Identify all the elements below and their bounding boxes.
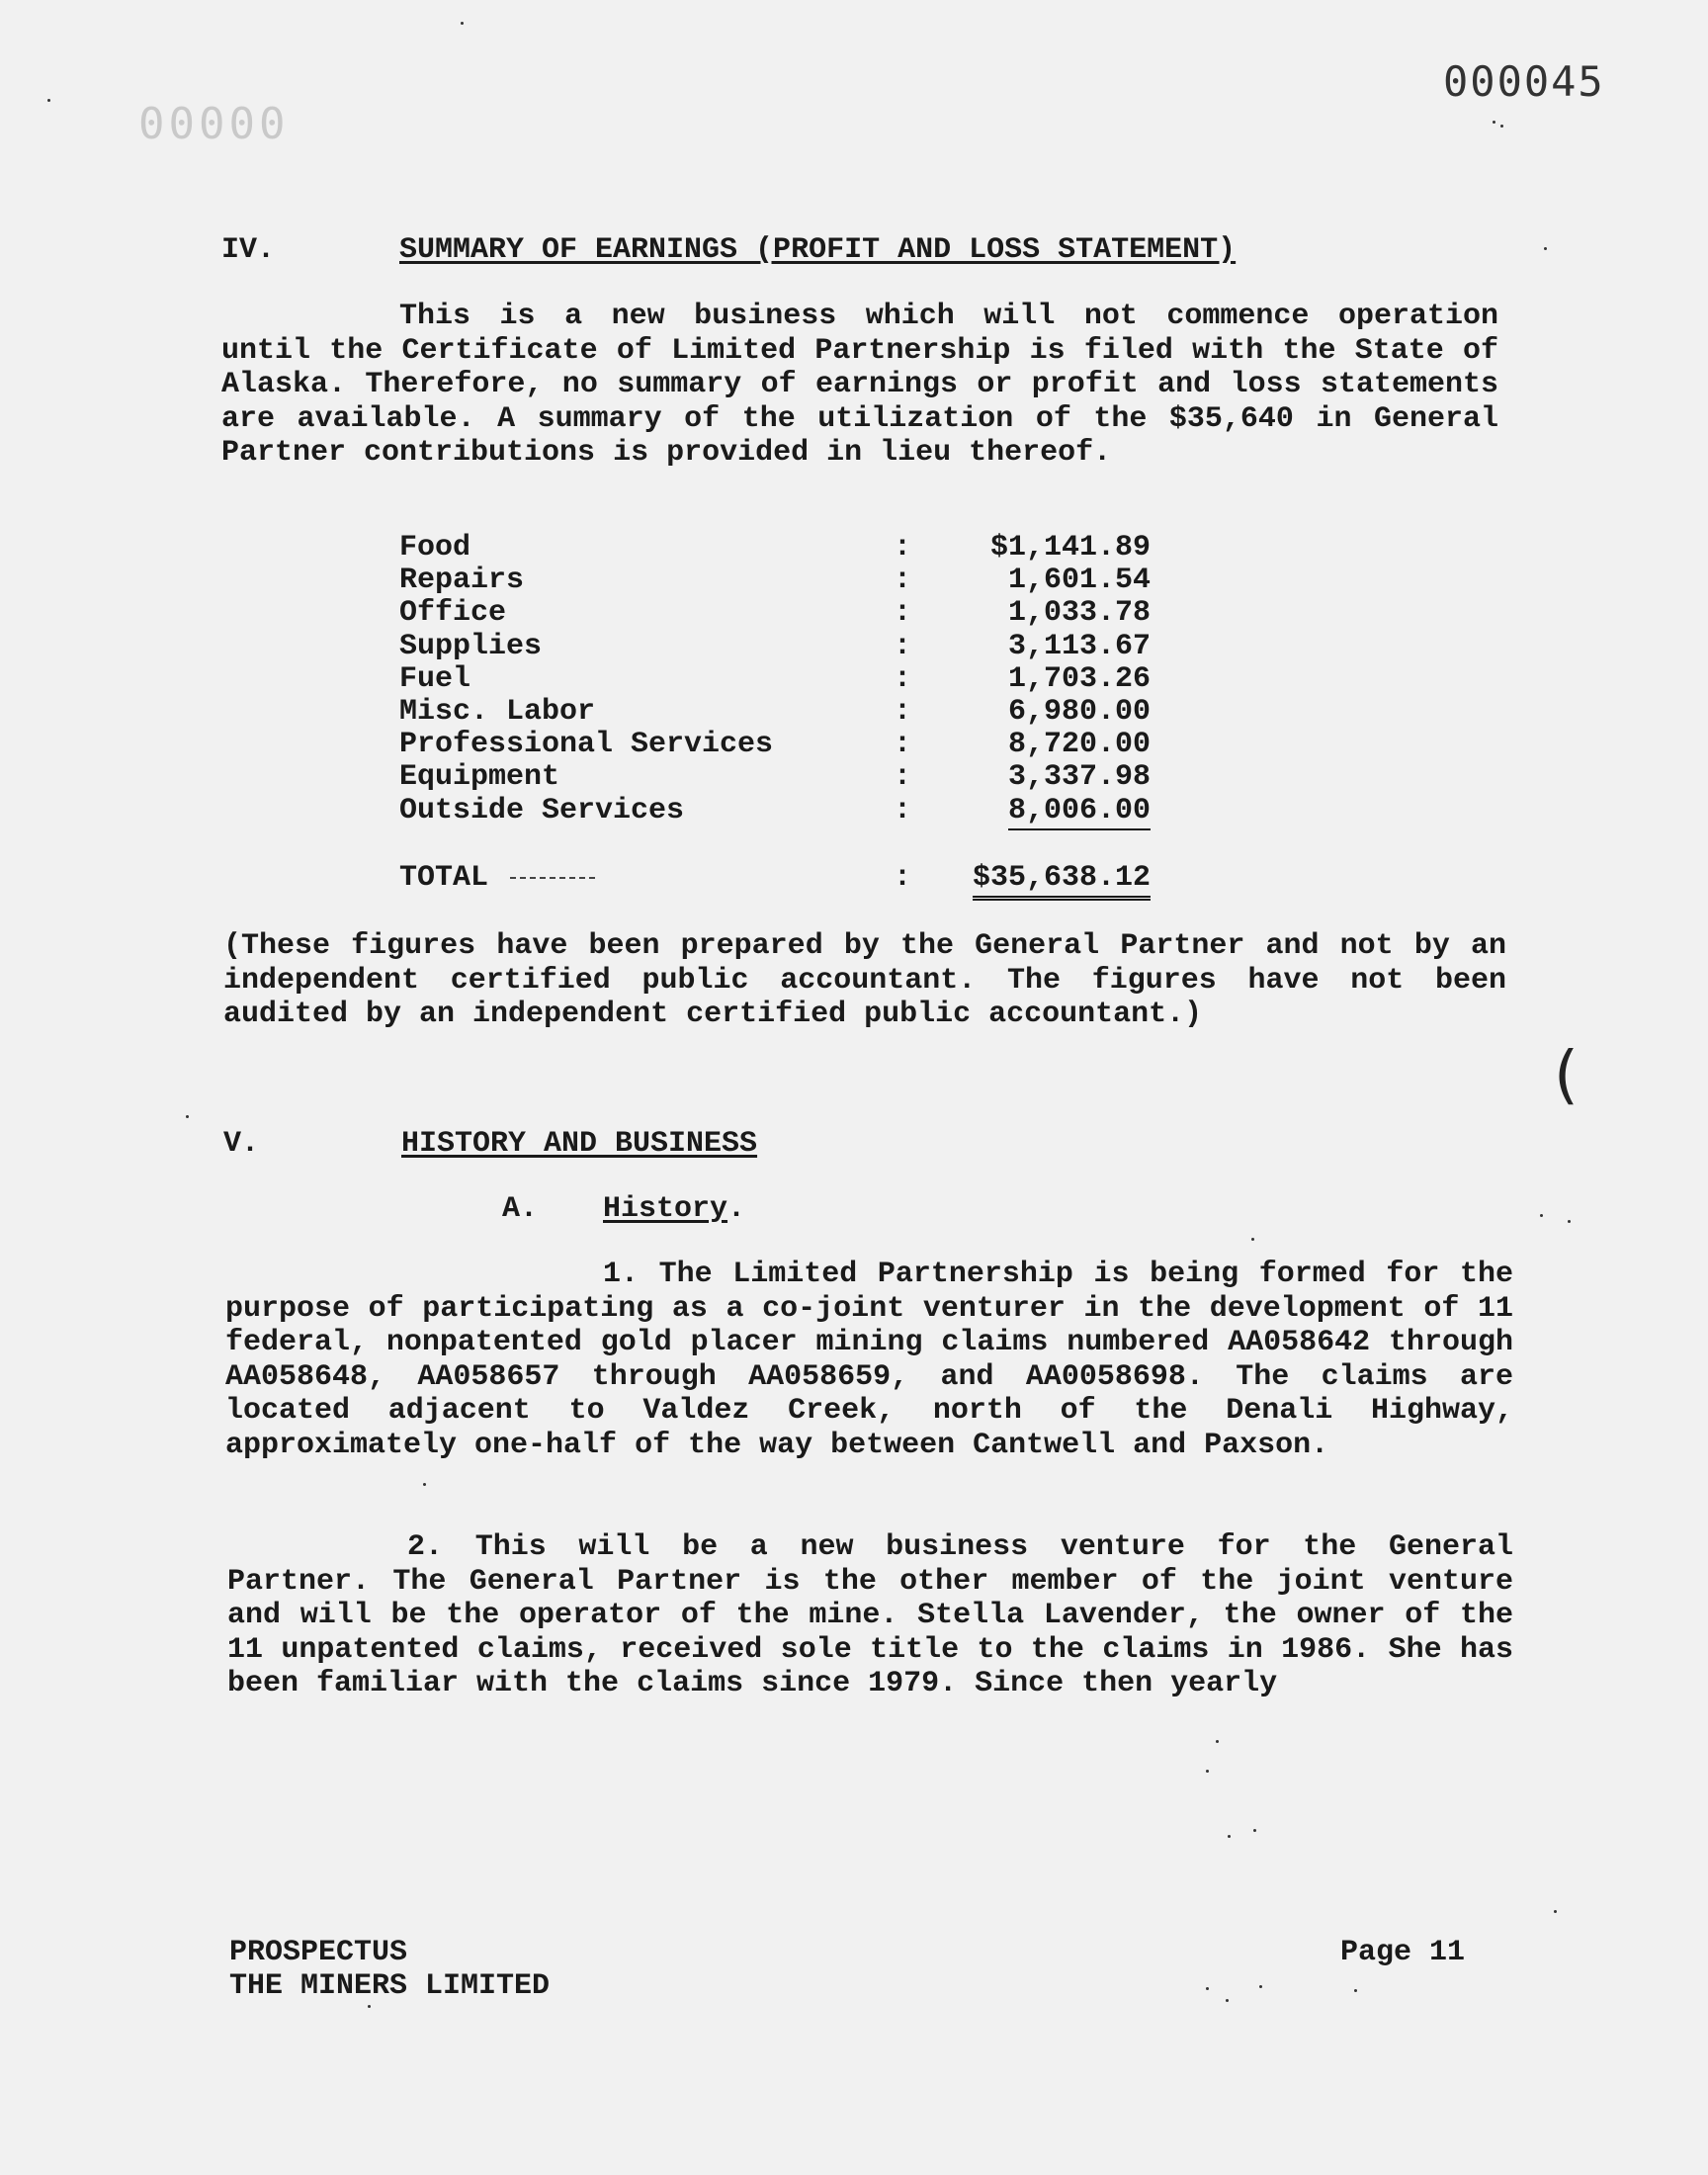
scan-speck	[1540, 1214, 1543, 1217]
scan-speck	[423, 1483, 426, 1486]
total-leader-line	[510, 877, 595, 879]
expense-label: Fuel	[399, 661, 471, 696]
expense-row	[399, 597, 1151, 630]
section-iv-intro: This is a new business which will not commence operation until the Certificate of Limited Partnership is filed with the State of Alaska. Therefore, no summary of earnings or profit and loss statements are available. A summary of the utilization of the $35,640 in General Partner contributions is provided in lieu thereof.	[221, 300, 1498, 470]
scan-speck	[1568, 1220, 1571, 1223]
expense-row	[399, 565, 1151, 597]
expense-amount: 6,980.00	[1007, 694, 1151, 729]
scan-speck	[1493, 121, 1495, 124]
expense-amount: 3,113.67	[1007, 629, 1151, 663]
section-v-title: HISTORY AND BUSINESS	[401, 1127, 758, 1161]
expense-amount: 1,703.26	[1007, 661, 1151, 696]
scan-speck	[368, 2005, 371, 2008]
expense-separator: :	[894, 728, 912, 762]
expense-label: Food	[399, 531, 471, 565]
history-paragraph-2: 2. This will be a new business venture for the General Partner. The General Partner is the other member of the joint venture and will be the operator of the mine. Stella Lavender, the owner of the 11 unpatented claims, received sole title to the claims in 1986. She has been familiar with the claims since 1979. Since then yearly	[227, 1530, 1513, 1700]
expense-separator: :	[894, 661, 912, 696]
expense-amount: 8,006.00	[1008, 794, 1151, 830]
scan-speck	[1206, 1770, 1209, 1773]
expense-label: Misc. Labor	[399, 694, 596, 729]
footer-prospectus: PROSPECTUS	[229, 1936, 408, 1969]
expense-separator: :	[894, 760, 912, 795]
expense-separator: :	[894, 564, 912, 598]
scan-speck	[1251, 1238, 1254, 1241]
subsection-a-title-wrap	[603, 1192, 745, 1226]
expense-label: Professional Services	[399, 728, 774, 762]
total-row	[399, 860, 1151, 896]
scan-speck	[186, 1115, 189, 1118]
scan-speck	[1216, 1740, 1219, 1743]
scan-speck	[1544, 247, 1547, 250]
margin-bracket-mark: (	[1554, 1039, 1579, 1112]
expense-separator: :	[894, 694, 912, 729]
expense-separator: :	[894, 596, 912, 631]
expense-row	[399, 795, 1151, 827]
accountant-disclaimer: (These figures have been prepared by the General Partner and not by an independent certified public accountant. The figures have not been audited by an independent certified public accountant.)	[223, 929, 1506, 1031]
expense-label: Repairs	[399, 564, 525, 598]
expense-amount: 1,033.78	[1007, 596, 1151, 631]
scan-speck	[1226, 1999, 1229, 2002]
subsection-a-period: .	[727, 1192, 746, 1226]
expense-label: Office	[399, 596, 507, 631]
expense-separator: :	[894, 531, 912, 565]
expense-label: Equipment	[399, 760, 560, 795]
expense-row	[399, 696, 1151, 729]
scan-speck	[1259, 1985, 1262, 1988]
expense-label: Supplies	[399, 629, 543, 663]
expense-row	[399, 729, 1151, 761]
scan-speck	[1206, 1987, 1209, 1990]
faint-stamp-number: 00000	[138, 99, 290, 149]
scan-speck	[47, 99, 50, 102]
expense-label: Outside Services	[399, 793, 685, 827]
footer-page-number: Page 11	[1340, 1936, 1466, 1969]
expense-amount-cell	[953, 795, 1151, 827]
expense-amount: 3,337.98	[1007, 760, 1151, 795]
subsection-a-title: History	[603, 1192, 728, 1226]
scan-speck	[1354, 1989, 1357, 1992]
history-paragraph-1: 1. The Limited Partnership is being formed for the purpose of participating as a co-joint venturer in the development of 11 federal, nonpatented gold placer mining claims numbered AA058642 through AA058648, AA058657 through AA058659, and AA0058698. The claims are located adjacent to Valdez Creek, north of the Denali Highway, approximately one-half of the way between Cantwell and Paxson.	[225, 1258, 1513, 1462]
scan-speck	[1554, 1910, 1557, 1913]
expense-amount: $1,141.89	[989, 531, 1151, 565]
subsection-a-label: A.	[502, 1192, 539, 1226]
section-v-heading	[223, 1127, 1113, 1161]
total-separator: :	[894, 861, 912, 895]
expense-amount: 8,720.00	[1007, 728, 1151, 762]
footer-company: THE MINERS LIMITED	[229, 1969, 551, 2003]
expense-row	[399, 631, 1151, 663]
expense-row	[399, 532, 1151, 565]
expense-separator: :	[894, 793, 912, 827]
bates-number: 000045	[1443, 57, 1605, 106]
section-v-number: V.	[223, 1127, 260, 1161]
expense-separator: :	[894, 629, 912, 663]
total-label: TOTAL	[399, 861, 489, 895]
scan-speck	[1228, 1835, 1231, 1838]
scan-speck	[461, 22, 464, 25]
total-amount-cell	[933, 860, 1151, 896]
expense-row	[399, 663, 1151, 696]
scan-speck	[1253, 1829, 1256, 1832]
total-amount: $35,638.12	[973, 861, 1151, 901]
section-iv-title: SUMMARY OF EARNINGS (PROFIT AND LOSS STATEMENT)	[399, 233, 1237, 267]
scan-speck	[1500, 125, 1503, 128]
expense-table	[399, 532, 1151, 827]
expense-amount: 1,601.54	[1007, 564, 1151, 598]
section-iv-number: IV.	[221, 233, 276, 267]
section-iv-heading	[221, 233, 1408, 267]
expense-row	[399, 761, 1151, 794]
